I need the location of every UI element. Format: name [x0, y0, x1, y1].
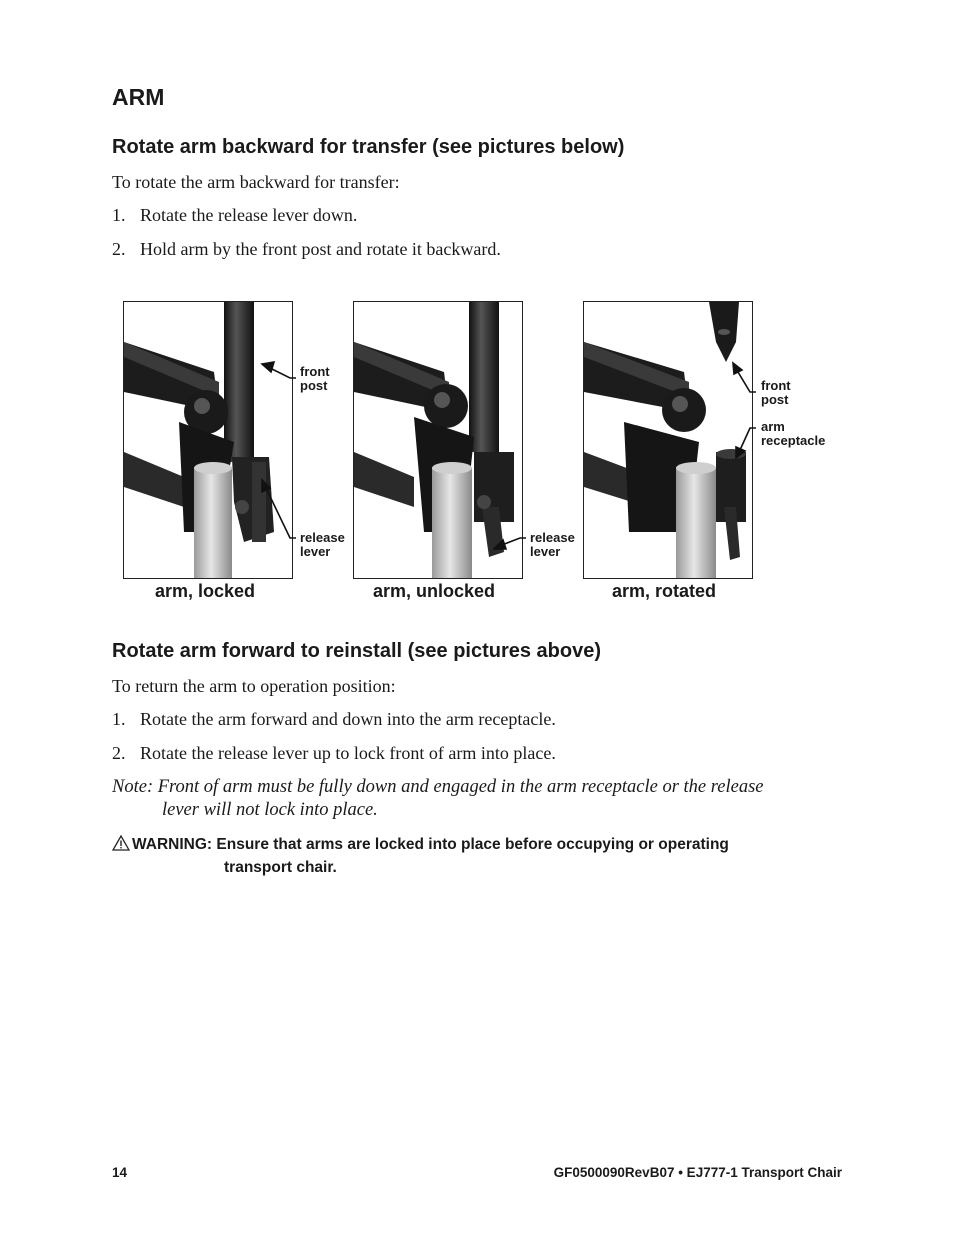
callout-line: lever — [300, 544, 331, 559]
caption-arm-unlocked: arm, unlocked — [373, 581, 496, 601]
callout-front-post — [761, 379, 841, 407]
note-line: Note: Front of arm must be fully down and engaged in the arm receptacle or the release — [112, 777, 764, 797]
step-number: 1. — [112, 709, 126, 729]
callout-line: front — [300, 364, 330, 379]
photo-arm-locked — [123, 301, 293, 579]
warning-text-continued: transport chair. — [224, 859, 337, 876]
step-number: 2. — [112, 743, 126, 763]
callout-release-lever — [300, 531, 380, 559]
warning-label: WARNING: — [132, 836, 213, 853]
backward-step-2 — [112, 239, 501, 260]
forward-step-2 — [112, 743, 556, 764]
callout-line: release — [530, 530, 575, 545]
step-number: 1. — [112, 205, 126, 225]
warning-triangle-icon — [112, 835, 132, 857]
note-line: lever will not lock into place. — [162, 800, 378, 820]
forward-heading: Rotate arm forward to reinstall (see pictures above) — [112, 640, 602, 662]
callout-line: post — [300, 378, 328, 393]
backward-intro: To rotate the arm backward for transfer: — [112, 172, 400, 192]
callout-line: release — [300, 530, 345, 545]
note — [112, 776, 842, 822]
caption-arm-rotated: arm, rotated — [612, 581, 717, 601]
callout-line: post — [761, 392, 789, 407]
step-text: Hold arm by the front post and rotate it backward. — [140, 239, 501, 259]
callout-line: lever — [530, 544, 561, 559]
forward-intro: To return the arm to operation position: — [112, 676, 396, 696]
footer-doc-id: GF0500090RevB07 • EJ777-1 Transport Chair — [553, 1165, 842, 1180]
callout-front-post — [300, 365, 380, 393]
section-title: ARM — [112, 84, 165, 110]
warning-text: Ensure that arms are locked into place before occupying or operating — [216, 836, 729, 853]
page-number: 14 — [112, 1165, 128, 1180]
forward-step-1 — [112, 709, 556, 730]
callout-line: front — [761, 378, 791, 393]
step-text: Rotate the arm forward and down into the arm receptacle. — [140, 709, 556, 729]
warning — [112, 834, 842, 878]
backward-heading: Rotate arm backward for transfer (see pictures below) — [112, 136, 625, 158]
callout-arm-receptacle — [761, 420, 851, 448]
step-text: Rotate the release lever down. — [140, 205, 358, 225]
step-text: Rotate the release lever up to lock front of arm into place. — [140, 743, 556, 763]
callout-line: arm — [761, 419, 785, 434]
backward-step-1 — [112, 205, 357, 226]
callout-release-lever — [530, 531, 610, 559]
callout-line: receptacle — [761, 433, 826, 448]
step-number: 2. — [112, 239, 126, 259]
caption-arm-locked: arm, locked — [155, 581, 256, 601]
